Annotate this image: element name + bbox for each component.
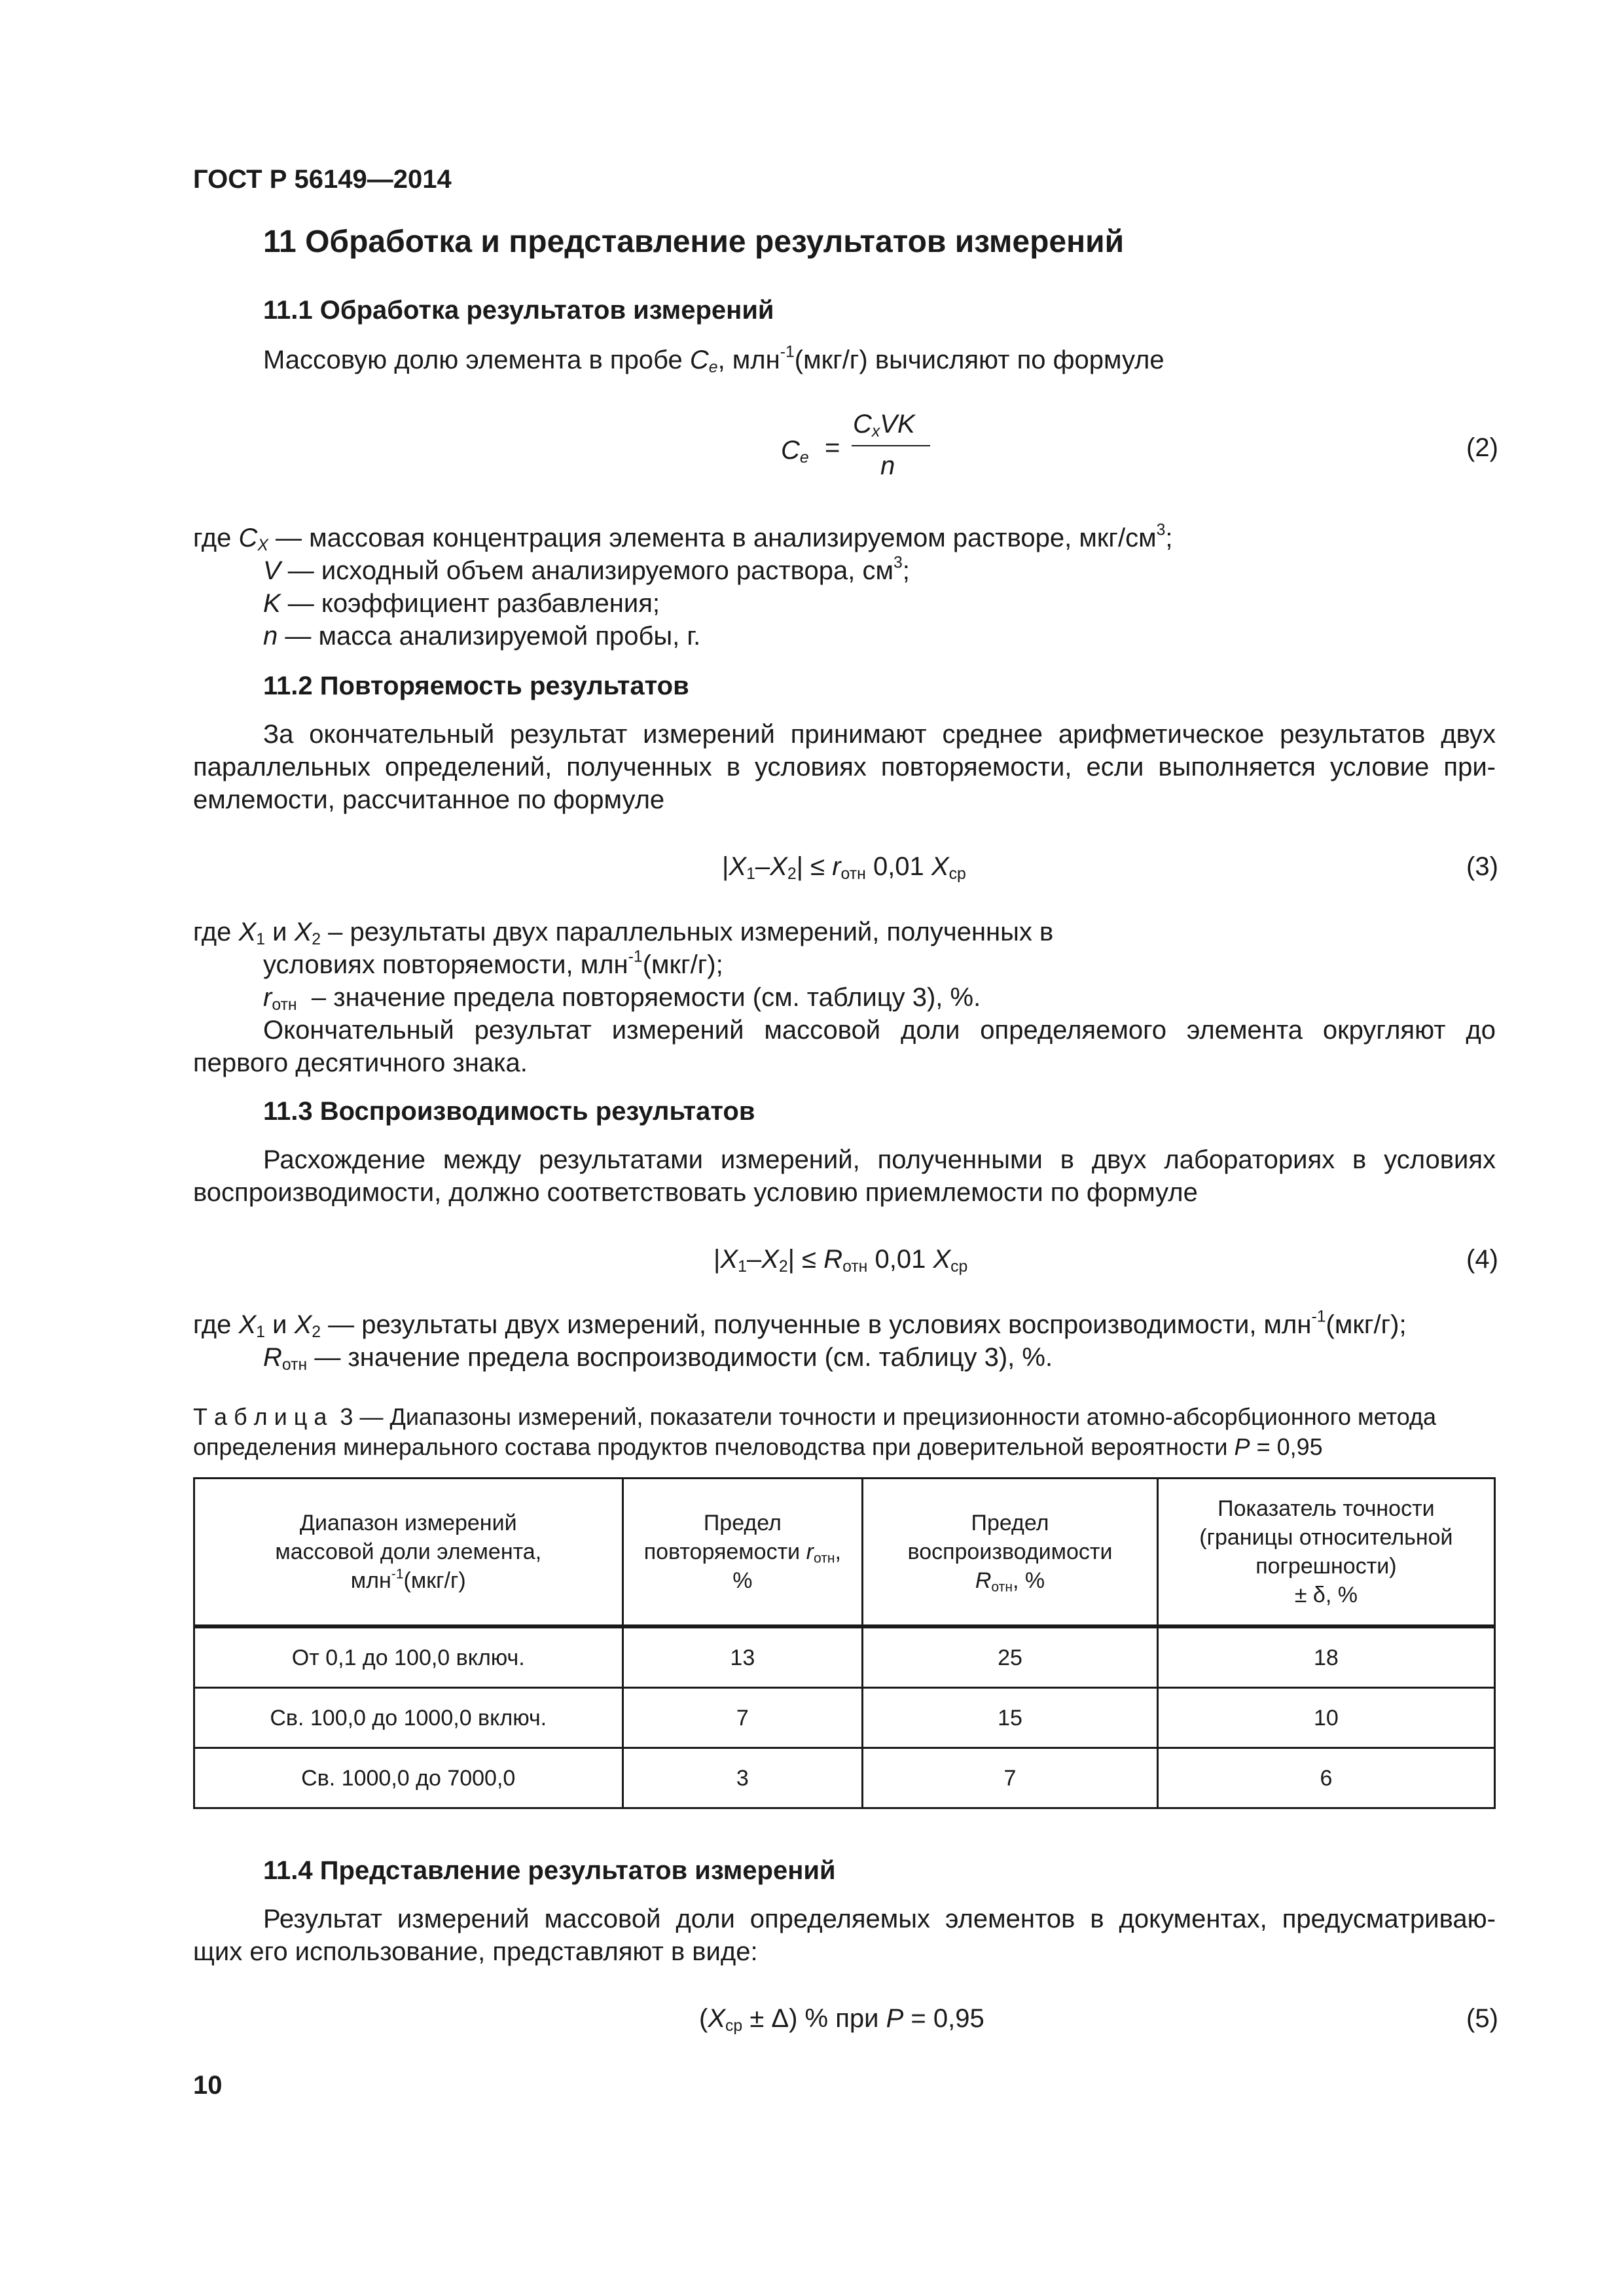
equation-number-2: (2) — [1466, 433, 1498, 462]
cell-range: Св. 1000,0 до 7000,0 — [194, 1748, 623, 1808]
cell-R: 25 — [863, 1626, 1158, 1688]
cell-delta: 10 — [1157, 1688, 1494, 1748]
table-row — [194, 1748, 1495, 1808]
subsection-heading-11-2: 11.2 Повторяемость результатов — [263, 672, 689, 700]
header-repeatability: Предел повторяемости $r_{отн}$, % — [623, 1479, 863, 1627]
formula-4: $|X_1-X_2| \le R_{отн}$ 0,01 $X_{ср}$ — [713, 1245, 968, 1276]
rounding-note-end: первого десятичного знака. — [193, 1049, 528, 1077]
document-code: ГОСТ Р 56149—2014 — [193, 165, 452, 194]
header-reproducibility: Предел воспроизводимости $R_{отн}$, % — [863, 1479, 1158, 1627]
formula-2: $C_e$ = $C_xVK$ n — [776, 407, 933, 492]
cell-R: 15 — [863, 1688, 1158, 1748]
paragraph-line: Расхождение между результатами измерений, полученными в двух лабораториях в условиях — [263, 1145, 1496, 1174]
subsection-heading-11-3: 11.3 Воспроизводимость результатов — [263, 1097, 755, 1126]
subsection-heading-11-4: 11.4 Представление результатов измерений — [263, 1856, 836, 1885]
equation-number-3: (3) — [1466, 852, 1498, 881]
fraction-bar — [852, 445, 930, 446]
cell-delta: 6 — [1157, 1748, 1494, 1808]
cell-r: 13 — [623, 1626, 863, 1688]
definition-continued: условиях повторяемости, млн$^{-1}$(мкг/г); — [263, 948, 723, 979]
table-header-row — [194, 1479, 1495, 1627]
definition-r-rel: $r_{отн}$ – значение предела повторяемости (см. таблицу 3), %. — [263, 983, 981, 1014]
cell-r: 7 — [623, 1688, 863, 1748]
equation-number-5: (5) — [1466, 2004, 1498, 2033]
paragraph-line: За окончательный результат измерений принимают среднее арифметическое результатов двух — [263, 720, 1496, 749]
header-accuracy: Показатель точности (границы относительной погрешности) ± δ, % — [1157, 1479, 1494, 1627]
intro-paragraph: Массовую долю элемента в пробе $C_e$, млн$^{-1}$(мкг/г) вычисляют по формуле — [263, 343, 1164, 377]
definition-x1-x2: где $X_1$ и $X_2$ – результаты двух параллельных измерений, полученных в — [193, 918, 1054, 949]
paragraph-line: емлемости, рассчитанное по формуле — [193, 785, 665, 814]
subsection-heading-11-1: 11.1 Обработка результатов измерений — [263, 296, 774, 325]
definition-v: V — исходный объем анализируемого раствора, $см^3$; — [263, 554, 910, 585]
cell-delta: 18 — [1157, 1626, 1494, 1688]
cell-range: От 0,1 до 100,0 включ. — [194, 1626, 623, 1688]
equation-number-4: (4) — [1466, 1245, 1498, 1274]
page-number: 10 — [193, 2071, 223, 2100]
rounding-note: Окончательный результат измерений массовой доли определяемого элемента округляют до — [263, 1016, 1496, 1045]
header-range: Диапазон измерений массовой доли элемента, млн$^{-1}$(мкг/г) — [194, 1479, 623, 1627]
formula-5: $(X_{ср} \pm \Delta)$ % при P = 0,95 — [699, 2004, 984, 2036]
table-row — [194, 1626, 1495, 1688]
table-row — [194, 1688, 1495, 1748]
formula-3: $|X_1-X_2| \le r_{отн}$ 0,01 $X_{ср}$ — [722, 852, 966, 884]
paragraph-line: параллельных определений, полученных в условиях повторяемости, если выполняется условие при- — [193, 753, 1496, 781]
definition-R-rel: $R_{отн}$ — значение предела воспроизводимости (см. таблицу 3), %. — [263, 1343, 1053, 1374]
table-caption: Т а б л и ц а 3 — Диапазоны измерений, показатели точности и прецизионности атомно-абсорбционного метода — [193, 1403, 1436, 1430]
cell-range: Св. 100,0 до 1000,0 включ. — [194, 1688, 623, 1748]
definition-n: n — масса анализируемой пробы, г. — [263, 622, 701, 651]
cell-r: 3 — [623, 1748, 863, 1808]
cell-R: 7 — [863, 1748, 1158, 1808]
table-caption-line-2: определения минерального состава продуктов пчеловодства при доверительной вероятности P = 0,95 — [193, 1433, 1323, 1460]
paragraph-line: щих его использование, представляют в виде: — [193, 1937, 758, 1966]
paragraph-line: воспроизводимости, должно соответствовать условию приемлемости по формуле — [193, 1178, 1198, 1207]
section-title: 11 Обработка и представление результатов измерений — [263, 224, 1125, 259]
definition-x1-x2-repro: где $X_1$ и $X_2$ — результаты двух измерений, полученные в условиях воспроизводимости, млн$^{-1}$(мкг/г); — [193, 1308, 1407, 1342]
table-3 — [193, 1477, 1496, 1809]
definition-k: K — коэффициент разбавления; — [263, 589, 660, 618]
definition-cx: где $C_X$ — массовая концентрация элемента в анализируемом растворе, мкг/$см^3$; — [193, 521, 1173, 555]
paragraph-line: Результат измерений массовой доли определяемых элементов в документах, предусматриваю- — [263, 1905, 1496, 1933]
